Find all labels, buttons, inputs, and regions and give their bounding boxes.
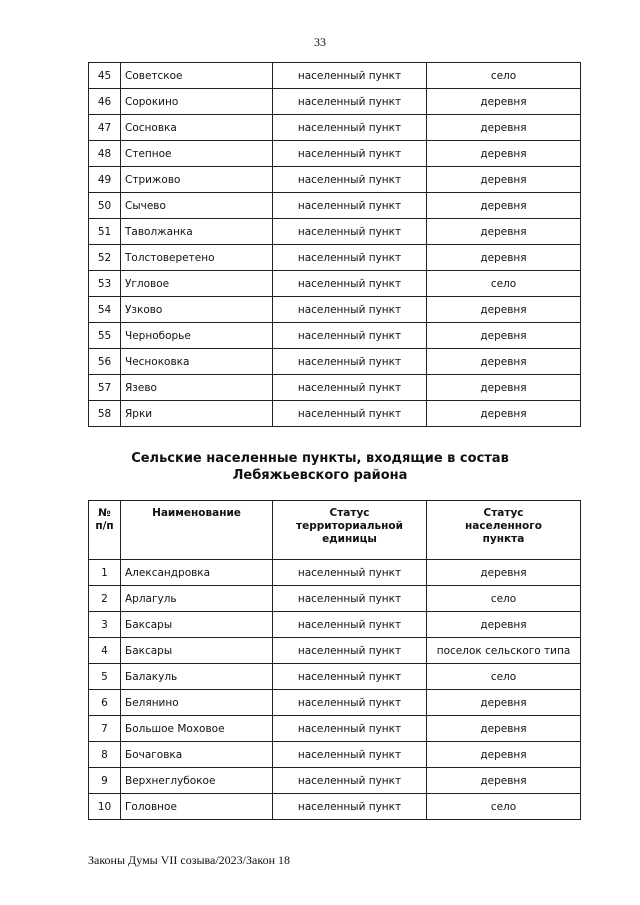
row-number: 49 (89, 167, 121, 193)
row-number: 6 (89, 690, 121, 716)
row-number: 4 (89, 638, 121, 664)
settlement-status: деревня (427, 560, 581, 586)
settlement-name: Стрижово (121, 167, 273, 193)
table-row (89, 768, 581, 794)
row-number: 3 (89, 612, 121, 638)
header-settlement-line1: Статус (483, 507, 524, 519)
table-row (89, 89, 581, 115)
table-row (89, 219, 581, 245)
territorial-status: населенный пункт (273, 375, 427, 401)
territorial-status: населенный пункт (273, 141, 427, 167)
row-number: 52 (89, 245, 121, 271)
territorial-status: населенный пункт (273, 89, 427, 115)
row-number: 55 (89, 323, 121, 349)
row-number: 8 (89, 742, 121, 768)
header-territorial-status (273, 501, 427, 560)
table-row (89, 115, 581, 141)
territorial-status: населенный пункт (273, 768, 427, 794)
footer-reference: Законы Думы VII созыва/2023/Закон 18 (88, 853, 290, 867)
table-row (89, 323, 581, 349)
settlement-name: Узково (121, 297, 273, 323)
table-row (89, 375, 581, 401)
table-row (89, 193, 581, 219)
settlement-name: Язево (121, 375, 273, 401)
table-row (89, 742, 581, 768)
settlement-name: Угловое (121, 271, 273, 297)
territorial-status: населенный пункт (273, 245, 427, 271)
settlement-name: Баксары (121, 638, 273, 664)
section-heading (0, 450, 640, 484)
territorial-status: населенный пункт (273, 560, 427, 586)
row-number: 51 (89, 219, 121, 245)
settlement-status: деревня (427, 219, 581, 245)
header-settlement-line2: населенного (465, 520, 542, 532)
settlement-status: деревня (427, 245, 581, 271)
table-row (89, 638, 581, 664)
territorial-status: населенный пункт (273, 219, 427, 245)
header-territorial-line2: территориальной (295, 520, 403, 532)
settlement-name: Советское (121, 63, 273, 89)
table-row (89, 245, 581, 271)
settlement-name: Таволжанка (121, 219, 273, 245)
territorial-status: населенный пункт (273, 586, 427, 612)
settlement-name: Степное (121, 141, 273, 167)
territorial-status: населенный пункт (273, 664, 427, 690)
settlement-name: Арлагуль (121, 586, 273, 612)
row-number: 47 (89, 115, 121, 141)
table-row (89, 560, 581, 586)
table-row (89, 794, 581, 820)
settlement-name: Ярки (121, 401, 273, 427)
settlement-status: деревня (427, 612, 581, 638)
settlement-name: Белянино (121, 690, 273, 716)
territorial-status: населенный пункт (273, 167, 427, 193)
territorial-status: населенный пункт (273, 271, 427, 297)
table-row (89, 349, 581, 375)
settlement-status: село (427, 664, 581, 690)
settlement-name: Александровка (121, 560, 273, 586)
row-number: 10 (89, 794, 121, 820)
header-num-line2: п/п (95, 520, 114, 532)
lebyazhye-settlements-table (88, 500, 581, 820)
settlement-status: поселок сельского типа (427, 638, 581, 664)
header-settlement-status (427, 501, 581, 560)
territorial-status: населенный пункт (273, 742, 427, 768)
settlement-status: деревня (427, 716, 581, 742)
settlement-status: село (427, 794, 581, 820)
row-number: 53 (89, 271, 121, 297)
settlement-name: Балакуль (121, 664, 273, 690)
settlement-status: деревня (427, 297, 581, 323)
header-settlement-line3: пункта (482, 533, 525, 545)
territorial-status: населенный пункт (273, 297, 427, 323)
settlement-status: деревня (427, 89, 581, 115)
header-num (89, 501, 121, 560)
row-number: 7 (89, 716, 121, 742)
territorial-status: населенный пункт (273, 193, 427, 219)
row-number: 57 (89, 375, 121, 401)
settlement-status: деревня (427, 349, 581, 375)
table-row (89, 664, 581, 690)
row-number: 48 (89, 141, 121, 167)
section-heading-line1: Сельские населенные пункты, входящие в состав (131, 451, 509, 466)
settlement-status: село (427, 271, 581, 297)
settlement-status: деревня (427, 742, 581, 768)
territorial-status: населенный пункт (273, 638, 427, 664)
section-heading-line2: Лебяжьевского района (232, 468, 408, 483)
territorial-status: населенный пункт (273, 716, 427, 742)
table-row (89, 716, 581, 742)
settlement-status: село (427, 586, 581, 612)
territorial-status: населенный пункт (273, 115, 427, 141)
header-territorial-line3: единицы (322, 533, 377, 545)
settlement-status: деревня (427, 115, 581, 141)
settlement-status: деревня (427, 768, 581, 794)
settlement-name: Головное (121, 794, 273, 820)
settlement-name: Толстоверетено (121, 245, 273, 271)
settlement-name: Верхнеглубокое (121, 768, 273, 794)
header-territorial-line1: Статус (329, 507, 370, 519)
territorial-status: населенный пункт (273, 401, 427, 427)
table-row (89, 401, 581, 427)
row-number: 46 (89, 89, 121, 115)
settlement-name: Баксары (121, 612, 273, 638)
territorial-status: населенный пункт (273, 63, 427, 89)
territorial-status: населенный пункт (273, 690, 427, 716)
territorial-status: населенный пункт (273, 794, 427, 820)
settlement-status: деревня (427, 375, 581, 401)
table-row (89, 586, 581, 612)
page-number: 33 (314, 35, 326, 49)
settlement-name: Бочаговка (121, 742, 273, 768)
table-row (89, 297, 581, 323)
settlement-status: деревня (427, 401, 581, 427)
settlement-status: деревня (427, 193, 581, 219)
settlement-name: Чесноковка (121, 349, 273, 375)
settlement-name: Сорокино (121, 89, 273, 115)
table-row (89, 167, 581, 193)
row-number: 9 (89, 768, 121, 794)
settlement-name: Сычево (121, 193, 273, 219)
table-header-row (89, 501, 581, 560)
settlements-table-continued (88, 62, 581, 427)
row-number: 56 (89, 349, 121, 375)
settlement-status: село (427, 63, 581, 89)
settlement-status: деревня (427, 141, 581, 167)
row-number: 45 (89, 63, 121, 89)
row-number: 54 (89, 297, 121, 323)
header-num-line1: № (98, 507, 111, 519)
table-row (89, 271, 581, 297)
settlement-status: деревня (427, 690, 581, 716)
header-name: Наименование (121, 501, 273, 560)
territorial-status: населенный пункт (273, 349, 427, 375)
territorial-status: населенный пункт (273, 323, 427, 349)
table-row (89, 141, 581, 167)
row-number: 1 (89, 560, 121, 586)
row-number: 50 (89, 193, 121, 219)
settlement-name: Большое Моховое (121, 716, 273, 742)
row-number: 2 (89, 586, 121, 612)
table-row (89, 612, 581, 638)
row-number: 5 (89, 664, 121, 690)
table-row (89, 690, 581, 716)
table-row (89, 63, 581, 89)
settlement-name: Черноборье (121, 323, 273, 349)
territorial-status: населенный пункт (273, 612, 427, 638)
settlement-status: деревня (427, 323, 581, 349)
row-number: 58 (89, 401, 121, 427)
settlement-name: Сосновка (121, 115, 273, 141)
settlement-status: деревня (427, 167, 581, 193)
